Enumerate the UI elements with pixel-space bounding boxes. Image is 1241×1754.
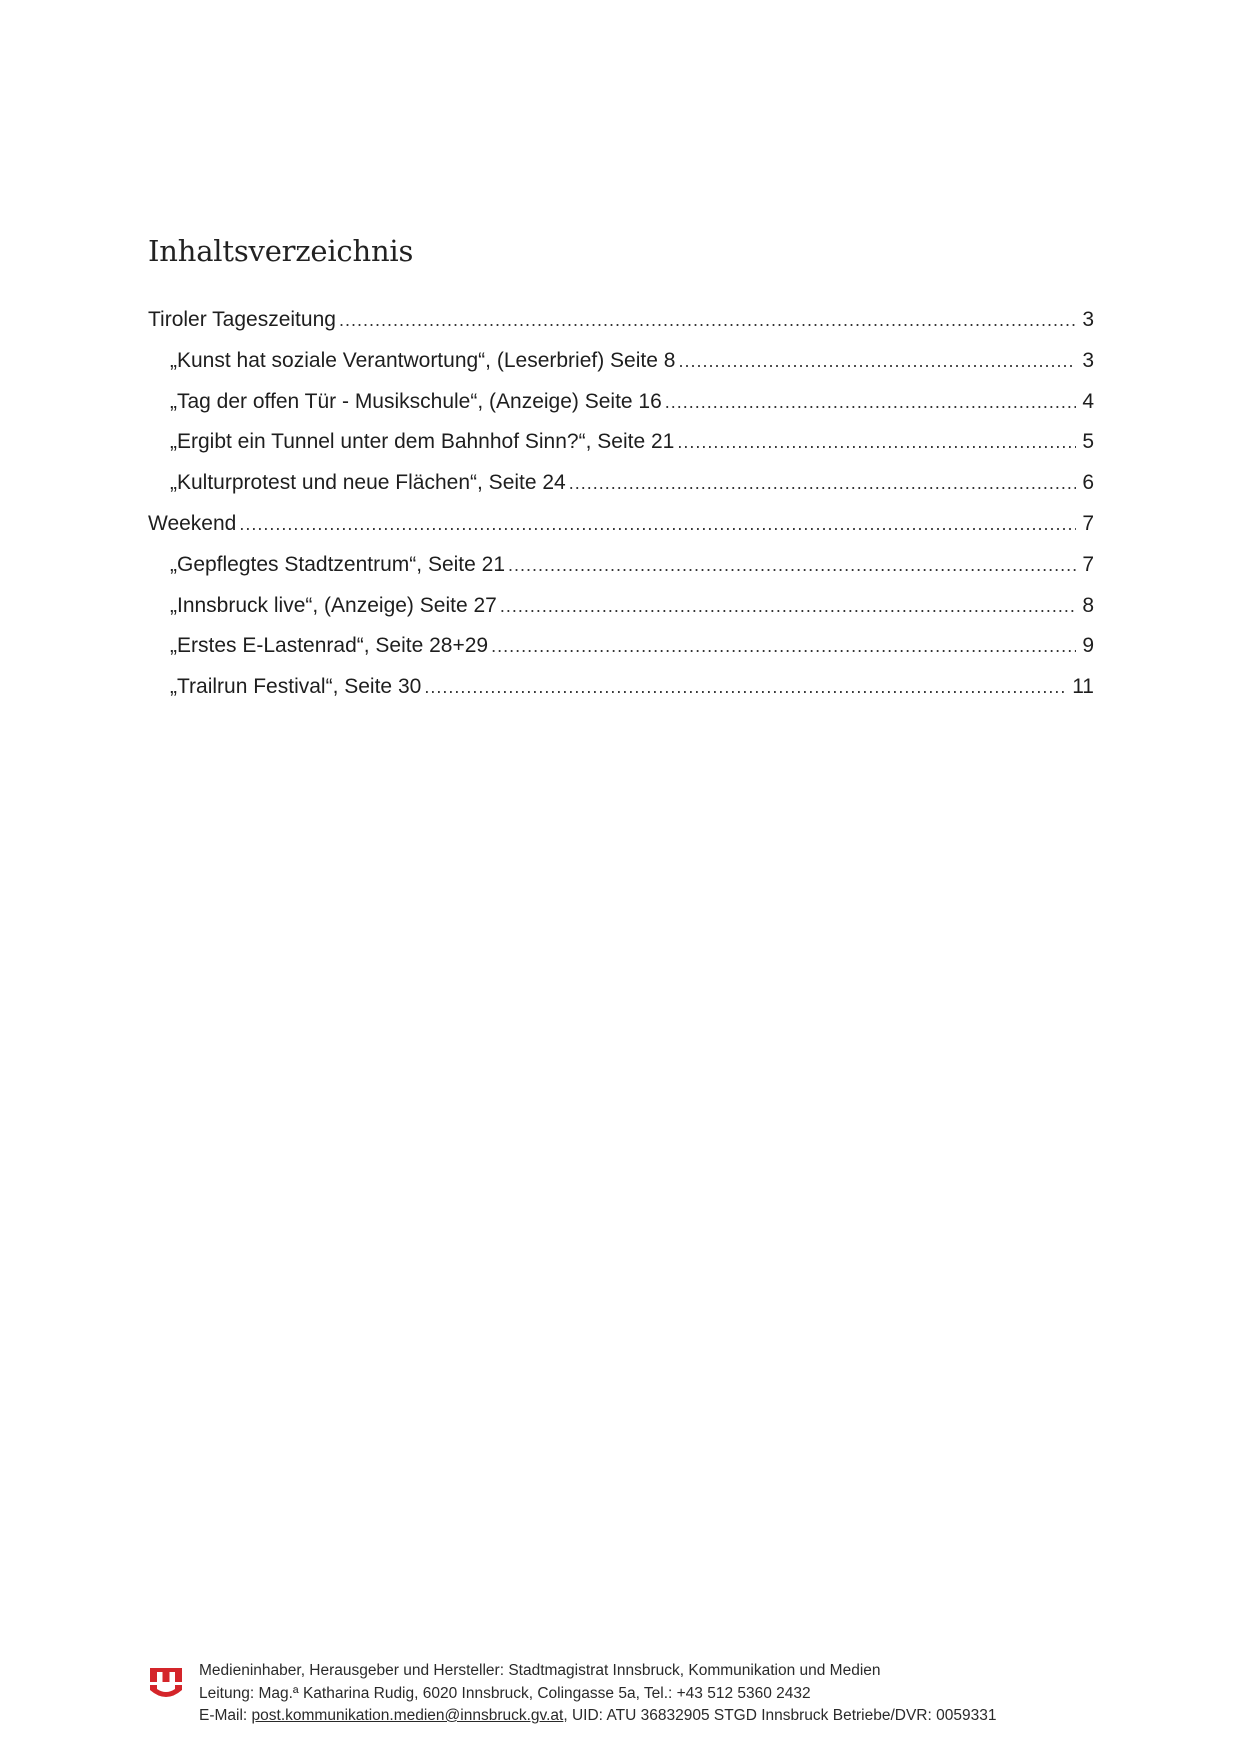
toc-page-number: 7 — [1082, 511, 1094, 535]
toc-entry-text: Tiroler Tageszeitung — [148, 308, 336, 331]
footer-imprint-line: Medieninhaber, Herausgeber und Hersteller: Stadtmagistrat Innsbruck, Kommunikation und Medien — [199, 1662, 881, 1679]
toc-entry[interactable] — [148, 508, 1094, 549]
toc-entry[interactable] — [148, 630, 1094, 671]
toc-page-number: 3 — [1082, 348, 1094, 372]
uid-text: , UID: ATU 36832905 STGD Innsbruck Betriebe/DVR: 0059331 — [563, 1707, 997, 1724]
toc-entry[interactable] — [148, 467, 1094, 508]
toc-entry-text: „Innsbruck live“, (Anzeige) Seite 27 — [170, 593, 497, 617]
toc-page-number: 3 — [1082, 308, 1094, 331]
toc-page-number: 5 — [1082, 430, 1094, 454]
toc-page-number: 7 — [1082, 552, 1094, 576]
toc-entry-text: „Gepflegtes Stadtzentrum“, Seite 21 — [170, 552, 506, 576]
toc-entry[interactable] — [148, 304, 1094, 345]
toc-entry-text: Weekend — [148, 511, 237, 535]
toc-entry-text: „Tag der offen Tür - Musikschule“, (Anzeige) Seite 16 — [170, 389, 662, 413]
toc-entry[interactable] — [148, 426, 1094, 467]
toc-leader-dots — [239, 508, 1076, 540]
toc-leader-dots — [508, 549, 1076, 581]
email-link[interactable]: post.kommunikation.medien@innsbruck.gv.at — [251, 1707, 564, 1724]
toc-leader-dots — [500, 590, 1076, 622]
toc-leader-dots — [339, 304, 1076, 336]
toc-entry[interactable] — [148, 549, 1094, 590]
toc-entry[interactable] — [148, 386, 1094, 427]
toc-entry-text: „Erstes E-Lastenrad“, Seite 28+29 — [170, 634, 489, 658]
toc-leader-dots — [678, 345, 1076, 377]
toc-leader-dots — [677, 426, 1076, 458]
toc-leader-dots — [491, 630, 1076, 662]
toc-entry-text: „Trailrun Festival“, Seite 30 — [170, 675, 422, 699]
toc-entry-text: „Kunst hat soziale Verantwortung“, (Leserbrief) Seite 8 — [170, 348, 676, 372]
toc-page-number: 4 — [1082, 389, 1094, 413]
toc-entry[interactable] — [148, 345, 1094, 386]
toc-leader-dots — [569, 467, 1076, 499]
email-label: E-Mail: — [199, 1707, 252, 1724]
toc-entry[interactable] — [148, 590, 1094, 631]
toc-leader-dots — [424, 671, 1068, 703]
footer-imprint-line: Leitung: Mag.ª Katharina Rudig, 6020 Innsbruck, Colingasse 5a, Tel.: +43 512 5360 2432 — [199, 1684, 811, 1702]
toc-page-number: 11 — [1072, 675, 1094, 699]
toc-leader-dots — [665, 386, 1076, 418]
toc-entry-text: „Kulturprotest und neue Flächen“, Seite 24 — [170, 471, 566, 495]
innsbruck-city-logo-icon — [150, 1666, 182, 1700]
toc-page-number: 6 — [1082, 471, 1094, 495]
toc-entry-text: „Ergibt ein Tunnel unter dem Bahnhof Sinn?“, Seite 21 — [170, 430, 675, 454]
footer-contact-line — [199, 1705, 996, 1728]
toc-page-number: 8 — [1082, 593, 1094, 617]
toc-title: Inhaltsverzeichnis — [148, 234, 414, 268]
toc-list — [148, 304, 1094, 712]
toc-page-number: 9 — [1082, 634, 1094, 658]
toc-entry[interactable] — [148, 671, 1094, 712]
footer-imprint — [199, 1660, 996, 1728]
